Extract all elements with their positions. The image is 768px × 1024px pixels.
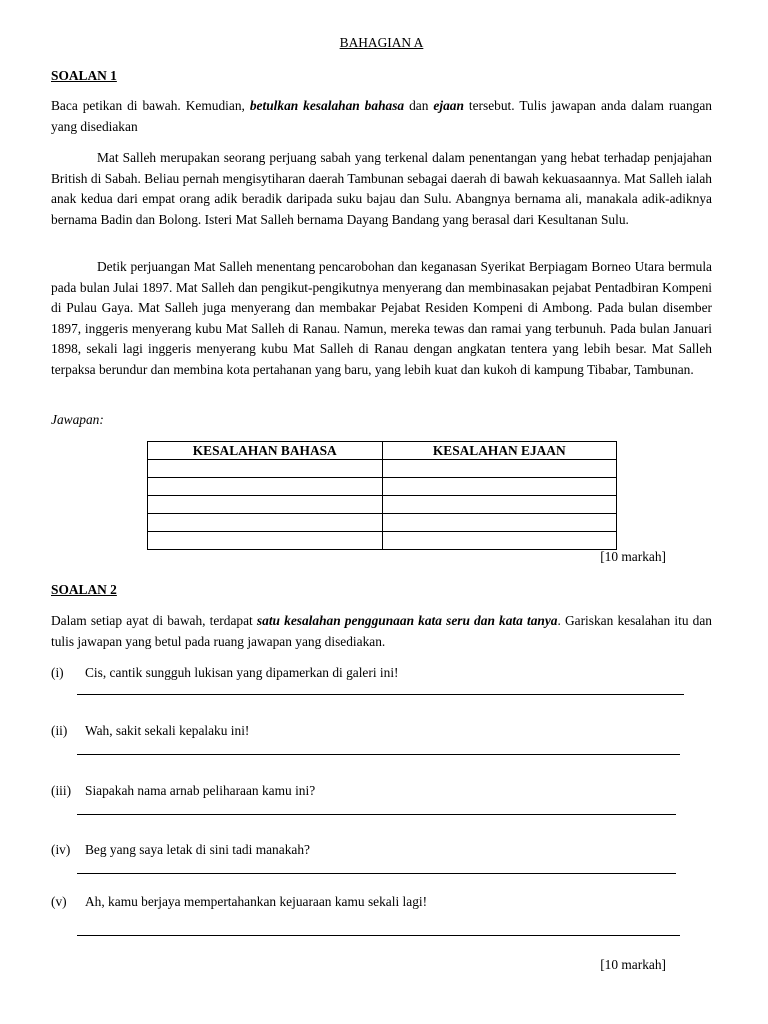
answer-label: Jawapan: <box>51 412 104 427</box>
answer-cell-bahasa[interactable] <box>148 460 383 478</box>
answer-line-iii[interactable] <box>77 814 676 815</box>
answer-cell-bahasa[interactable] <box>148 532 383 550</box>
instruction-text: dan <box>404 98 434 113</box>
item-text: Ah, kamu berjaya mempertahankan kejuaraan kamu sekali lagi! <box>85 894 428 909</box>
question-2-heading: SOALAN 2 <box>51 582 117 597</box>
question-2-item-v <box>51 892 427 913</box>
answer-line-ii[interactable] <box>77 754 680 755</box>
item-number: (iv) <box>51 842 71 857</box>
table-row <box>148 532 617 550</box>
answer-cell-ejaan[interactable] <box>382 460 617 478</box>
question-2-instruction <box>51 611 712 652</box>
table-row <box>148 460 617 478</box>
table-row <box>148 514 617 532</box>
section-title: BAHAGIAN A <box>339 35 424 50</box>
answer-line-i[interactable] <box>77 694 684 695</box>
answer-cell-bahasa[interactable] <box>148 496 383 514</box>
instruction-text: . Gariskan kesalahan itu dan tulis jawapan yang betul pada ruang jawapan yang disediakan. <box>51 613 712 649</box>
passage-paragraph-2: Detik perjuangan Mat Salleh menentang pencarobohan dan keganasan Syerikat Berpiagam Borneo Utara bermula pada bulan Julai 1897. Mat Salleh dan pengikut-pengikutnya menyerang dan membinasakan pejabat Pentadbiran Kompeni di Pulau Gaya. Mat Salleh juga menyerang dan membakar Pejabat Residen Kompeni di Ambong. Pada bulan disember 1897, inggeris menyerang kubu Mat Salleh di Ranau. Namun, mereka tewas dan ramai yang terbunuh. Pada bulan Januari 1898, sekali lagi inggeris menyerang kubu Mat Salleh di Ranau dengan angkatan tentera yang lebih besar. Mat Salleh terpaksa berundur dan membina kota pertahanan yang baru, yang lebih kuat dan kukoh di kampung Tibabar, Tambunan. <box>51 259 712 377</box>
instruction-emphasis: satu kesalahan penggunaan kata seru dan kata tanya <box>256 613 558 628</box>
item-number: (ii) <box>51 723 68 738</box>
item-number: (i) <box>51 665 64 680</box>
question-1-heading: SOALAN 1 <box>51 68 117 83</box>
header-kesalahan-bahasa: KESALAHAN BAHASA <box>148 442 383 460</box>
header-kesalahan-ejaan: KESALAHAN EJAAN <box>382 442 617 460</box>
question-1-instruction <box>51 96 712 137</box>
passage-paragraph-1: Mat Salleh merupakan seorang perjuang sabah yang terkenal dalam penentangan yang hebat terhadap penjajahan British di Sabah. Beliau pernah mengisytiharan daerah Tambunan sebagai daerah di bawah kekuasaannya. Mat Salleh ialah anak kedua dari empat orang adik beradik daripada suku bajau dan Sulu. Abangnya bernama ali, manakala adik-adiknya bernama Badin dan Bolong. Isteri Mat Salleh bernama Dayang Bandang yang berasal dari Kesultanan Sulu. <box>51 150 712 227</box>
question-2-marks: [10 markah] <box>600 957 666 972</box>
question-2-item-i <box>51 663 399 684</box>
instruction-emphasis-grammar: betulkan kesalahan bahasa <box>249 98 405 113</box>
table-row <box>148 496 617 514</box>
item-text: Beg yang saya letak di sini tadi manakah? <box>85 842 310 857</box>
question-1-marks: [10 markah] <box>600 549 666 564</box>
answer-line-v[interactable] <box>77 935 680 936</box>
question-2-item-iv <box>51 840 310 861</box>
item-text: Siapakah nama arnab peliharaan kamu ini? <box>85 783 316 798</box>
answer-line-iv[interactable] <box>77 873 676 874</box>
instruction-text: Baca petikan di bawah. Kemudian, <box>51 98 250 113</box>
answer-table <box>147 441 617 550</box>
instruction-text: Dalam setiap ayat di bawah, terdapat <box>51 613 257 628</box>
item-number: (iii) <box>51 783 72 798</box>
answer-cell-ejaan[interactable] <box>382 514 617 532</box>
item-text: Cis, cantik sungguh lukisan yang dipamerkan di galeri ini! <box>85 665 399 680</box>
answer-cell-ejaan[interactable] <box>382 496 617 514</box>
instruction-text: tersebut. Tulis jawapan anda dalam ruangan yang disediakan <box>51 98 712 134</box>
question-2-item-iii <box>51 781 315 802</box>
table-row <box>148 478 617 496</box>
answer-cell-ejaan[interactable] <box>382 478 617 496</box>
item-number: (v) <box>51 894 67 909</box>
question-2-item-ii <box>51 721 249 742</box>
item-text: Wah, sakit sekali kepalaku ini! <box>85 723 250 738</box>
answer-table-header <box>148 442 617 460</box>
answer-cell-ejaan[interactable] <box>382 532 617 550</box>
answer-cell-bahasa[interactable] <box>148 514 383 532</box>
instruction-emphasis-spelling: ejaan <box>433 98 464 113</box>
answer-cell-bahasa[interactable] <box>148 478 383 496</box>
